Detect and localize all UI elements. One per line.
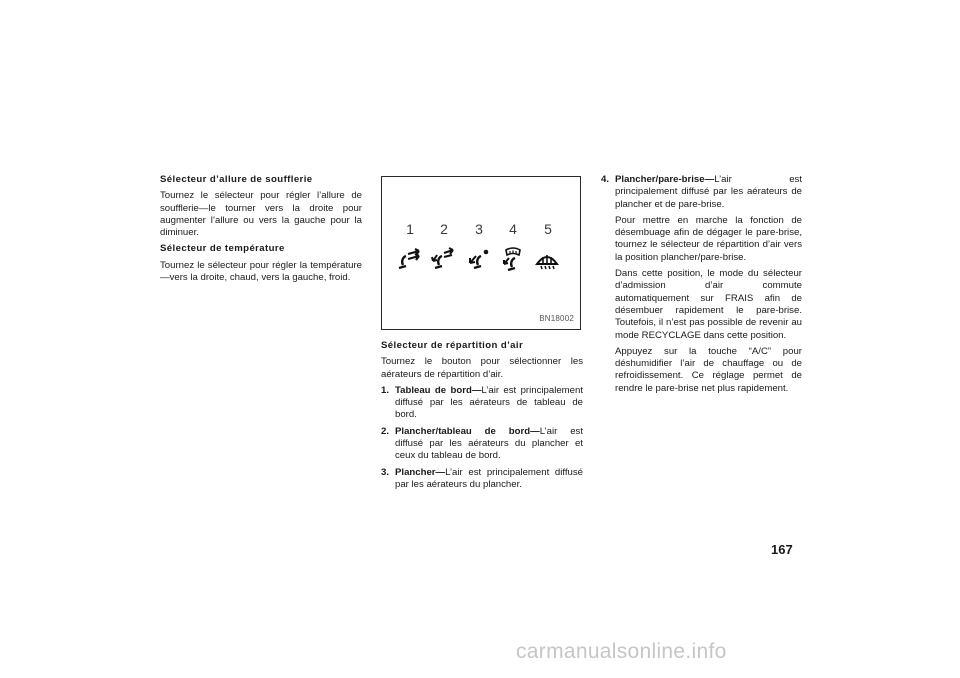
watermark: carmanualsonline.info xyxy=(516,640,727,663)
item-number: 4. xyxy=(601,174,610,185)
figure-code: BN18002 xyxy=(539,313,574,323)
defog-instructions: Pour mettre en marche la fonction de désembuage afin de dégager le pare-brise, tournez le sélecteur de répartition d’air vers la position plancher/pare-brise. xyxy=(615,214,802,263)
temperature-text: Tournez le sélecteur pour régler la température—vers la droite, chaud, vers la gauche, froid. xyxy=(160,259,362,284)
list-item xyxy=(381,467,583,492)
item-text: L’air est principalement diffusé par les aérateurs du plancher. xyxy=(395,466,583,490)
item-number: 3. xyxy=(381,466,390,478)
page-number: 167 xyxy=(771,542,793,557)
figure-label-5: 5 xyxy=(544,221,552,237)
figure-label-2: 2 xyxy=(440,221,448,237)
item-text: L’air est principalement diffusé par les aérateurs de tableau de bord. xyxy=(395,384,583,421)
fan-speed-text: Tournez le sélecteur pour régler l’allure de soufflerie—le tourner vers la droite pour augmenter l’allure ou vers la gauche pour la diminuer. xyxy=(160,190,362,239)
item-lead: Plancher/tableau de bord— xyxy=(395,425,540,437)
item-lead: Plancher— xyxy=(395,466,446,478)
bi-level-vent-icon xyxy=(431,247,457,271)
item-number: 2. xyxy=(381,425,390,437)
list-item xyxy=(381,385,583,422)
column-left xyxy=(160,174,362,288)
figure-label-4: 4 xyxy=(509,221,517,237)
item-lead: Plancher/pare-brise— xyxy=(615,174,715,185)
item-text: L’air est principalement diffusé par les aérateurs de plancher et de pare-brise. xyxy=(615,174,802,210)
column-middle xyxy=(381,174,583,495)
item-text: L’air est diffusé par les aérateurs du plancher et ceux du tableau de bord. xyxy=(395,425,584,462)
column-right xyxy=(601,174,802,399)
panel-vent-icon xyxy=(397,247,423,271)
ac-button-note: Appuyez sur la touche “A/C” pour déshumidifier l’air de chauffage ou de refroidissement. Ce réglage permet de rendre le pare-brise net plus rapidement. xyxy=(615,345,802,394)
figure-label-3: 3 xyxy=(475,221,483,237)
temperature-heading: Sélecteur de température xyxy=(160,243,285,255)
air-distribution-heading: Sélecteur de répartition d’air xyxy=(381,340,524,351)
air-distribution-figure xyxy=(381,176,581,330)
defroster-icon xyxy=(534,247,560,271)
air-intake-note: Dans cette position, le mode du sélecteur d’admission d’air commute automatiquement sur FRAIS afin de désembuer rapidement le pare-brise. Toutefois, il n’est pas possible de revenir au mode RECYCLAGE dans cette position. xyxy=(615,268,802,341)
floor-defrost-vent-icon xyxy=(500,247,526,271)
list-item xyxy=(381,426,583,463)
air-distribution-text: Tournez le bouton pour sélectionner les aérateurs de répartition d’air. xyxy=(381,356,583,380)
item-lead: Tableau de bord— xyxy=(395,384,482,396)
fan-speed-heading: Sélecteur d’allure de soufflerie xyxy=(160,174,313,185)
figure-label-1: 1 xyxy=(406,221,414,237)
list-item xyxy=(601,174,802,211)
floor-vent-icon xyxy=(466,247,492,271)
item-number: 1. xyxy=(381,384,390,396)
